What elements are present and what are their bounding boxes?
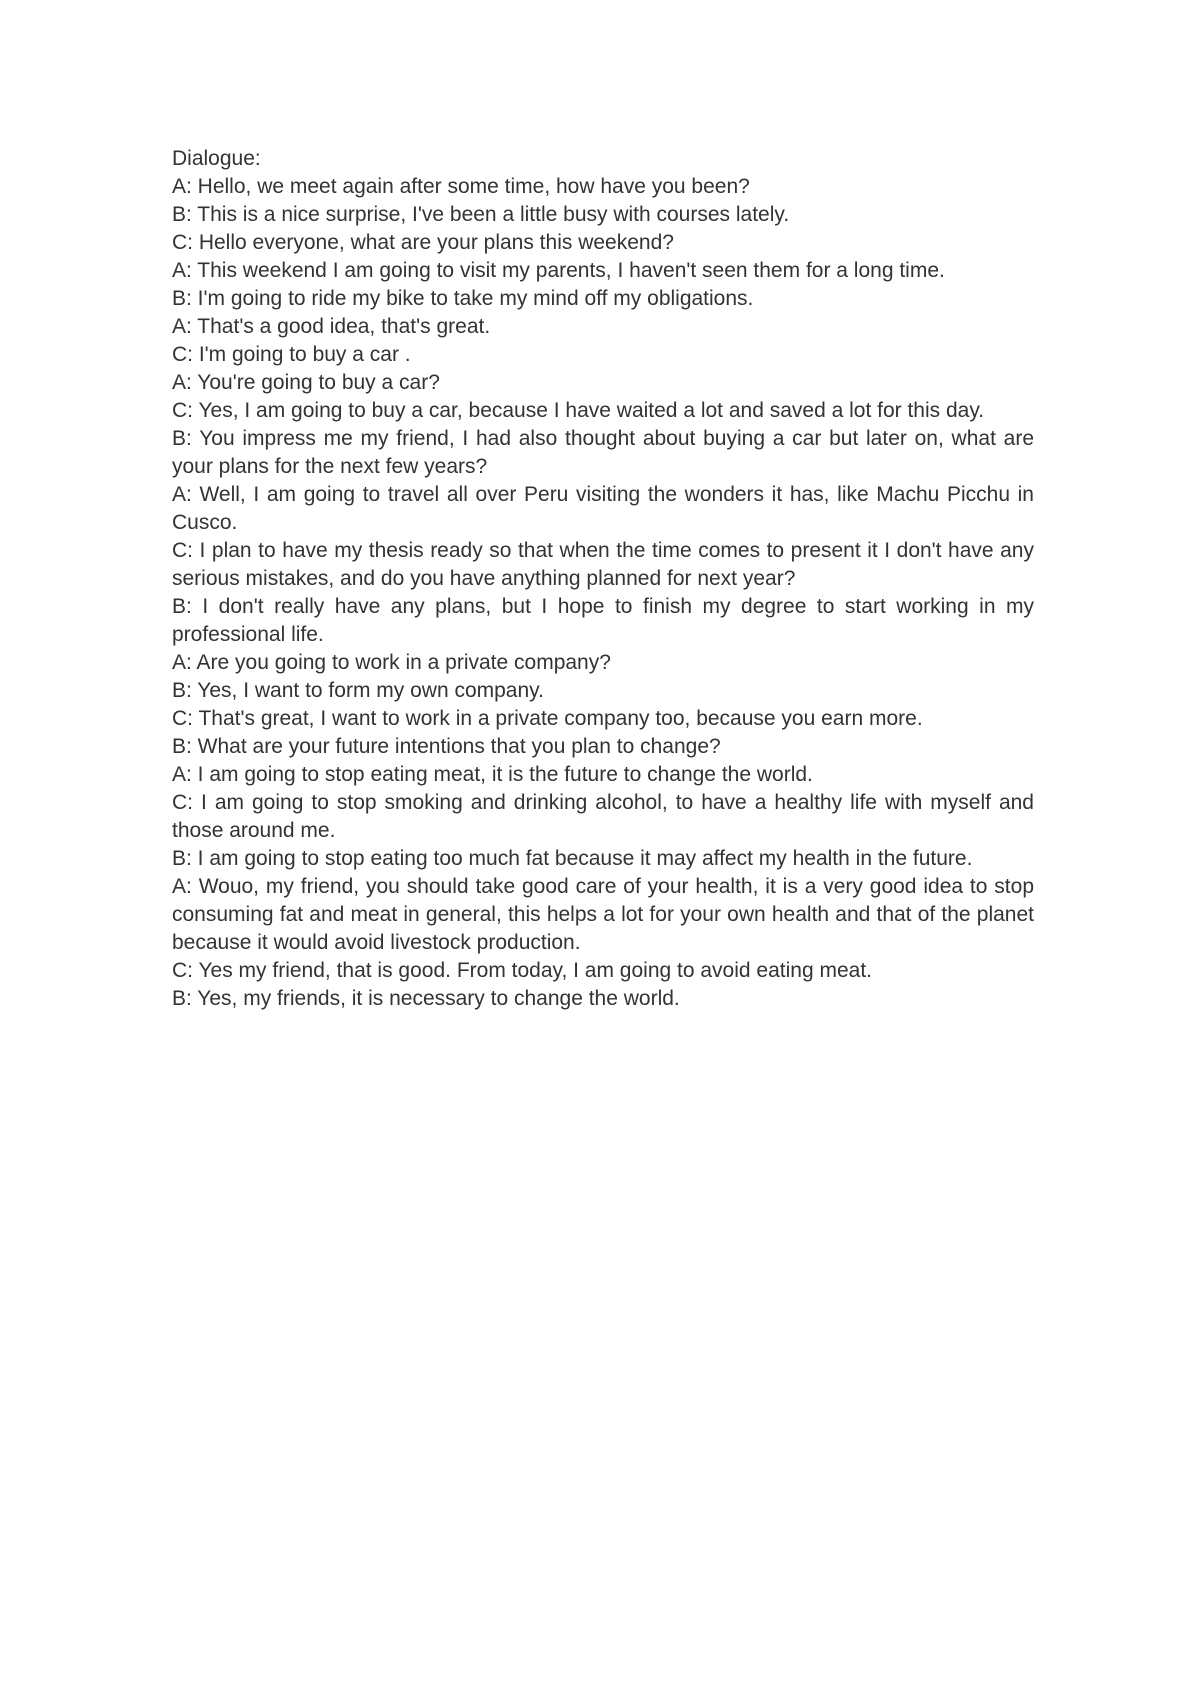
dialogue-line: A: I am going to stop eating meat, it is the future to change the world. xyxy=(172,763,813,786)
dialogue-body xyxy=(172,145,1034,1013)
dialogue-line: A: Wouo, my friend, you should take good care of your health, it is a very good idea to stop consuming fat and meat in general, this helps a lot for your own health and that of the planet because it would avoid livestock production. xyxy=(172,875,1034,954)
dialogue-line: C: Yes my friend, that is good. From today, I am going to avoid eating meat. xyxy=(172,959,872,982)
dialogue-line: C: Hello everyone, what are your plans this weekend? xyxy=(172,231,674,254)
dialogue-line: C: I plan to have my thesis ready so that when the time comes to present it I don't have any serious mistakes, and do you have anything planned for next year? xyxy=(172,539,1034,590)
dialogue-line: C: I'm going to buy a car . xyxy=(172,343,411,366)
dialogue-heading: Dialogue: xyxy=(172,147,261,170)
dialogue-line: A: This weekend I am going to visit my parents, I haven't seen them for a long time. xyxy=(172,259,945,282)
dialogue-line: B: This is a nice surprise, I've been a little busy with courses lately. xyxy=(172,203,790,226)
dialogue-line: C: Yes, I am going to buy a car, because I have waited a lot and saved a lot for this day. xyxy=(172,399,985,422)
dialogue-line: B: What are your future intentions that you plan to change? xyxy=(172,735,721,758)
dialogue-line: A: Are you going to work in a private company? xyxy=(172,651,611,674)
dialogue-line: B: I am going to stop eating too much fat because it may affect my health in the future. xyxy=(172,847,973,870)
dialogue-line: A: Hello, we meet again after some time, how have you been? xyxy=(172,175,750,198)
dialogue-line: C: That's great, I want to work in a private company too, because you earn more. xyxy=(172,707,923,730)
dialogue-line: A: Well, I am going to travel all over Peru visiting the wonders it has, like Machu Picchu in Cusco. xyxy=(172,483,1034,534)
dialogue-line: B: I don't really have any plans, but I hope to finish my degree to start working in my professional life. xyxy=(172,595,1034,646)
dialogue-line: A: You're going to buy a car? xyxy=(172,371,440,394)
dialogue-line: C: I am going to stop smoking and drinking alcohol, to have a healthy life with myself and those around me. xyxy=(172,791,1034,842)
dialogue-line: B: You impress me my friend, I had also thought about buying a car but later on, what are your plans for the next few years? xyxy=(172,427,1034,478)
dialogue-line: B: Yes, my friends, it is necessary to change the world. xyxy=(172,987,680,1010)
dialogue-line: B: I'm going to ride my bike to take my mind off my obligations. xyxy=(172,287,754,310)
dialogue-line: A: That's a good idea, that's great. xyxy=(172,315,491,338)
dialogue-line: B: Yes, I want to form my own company. xyxy=(172,679,544,702)
